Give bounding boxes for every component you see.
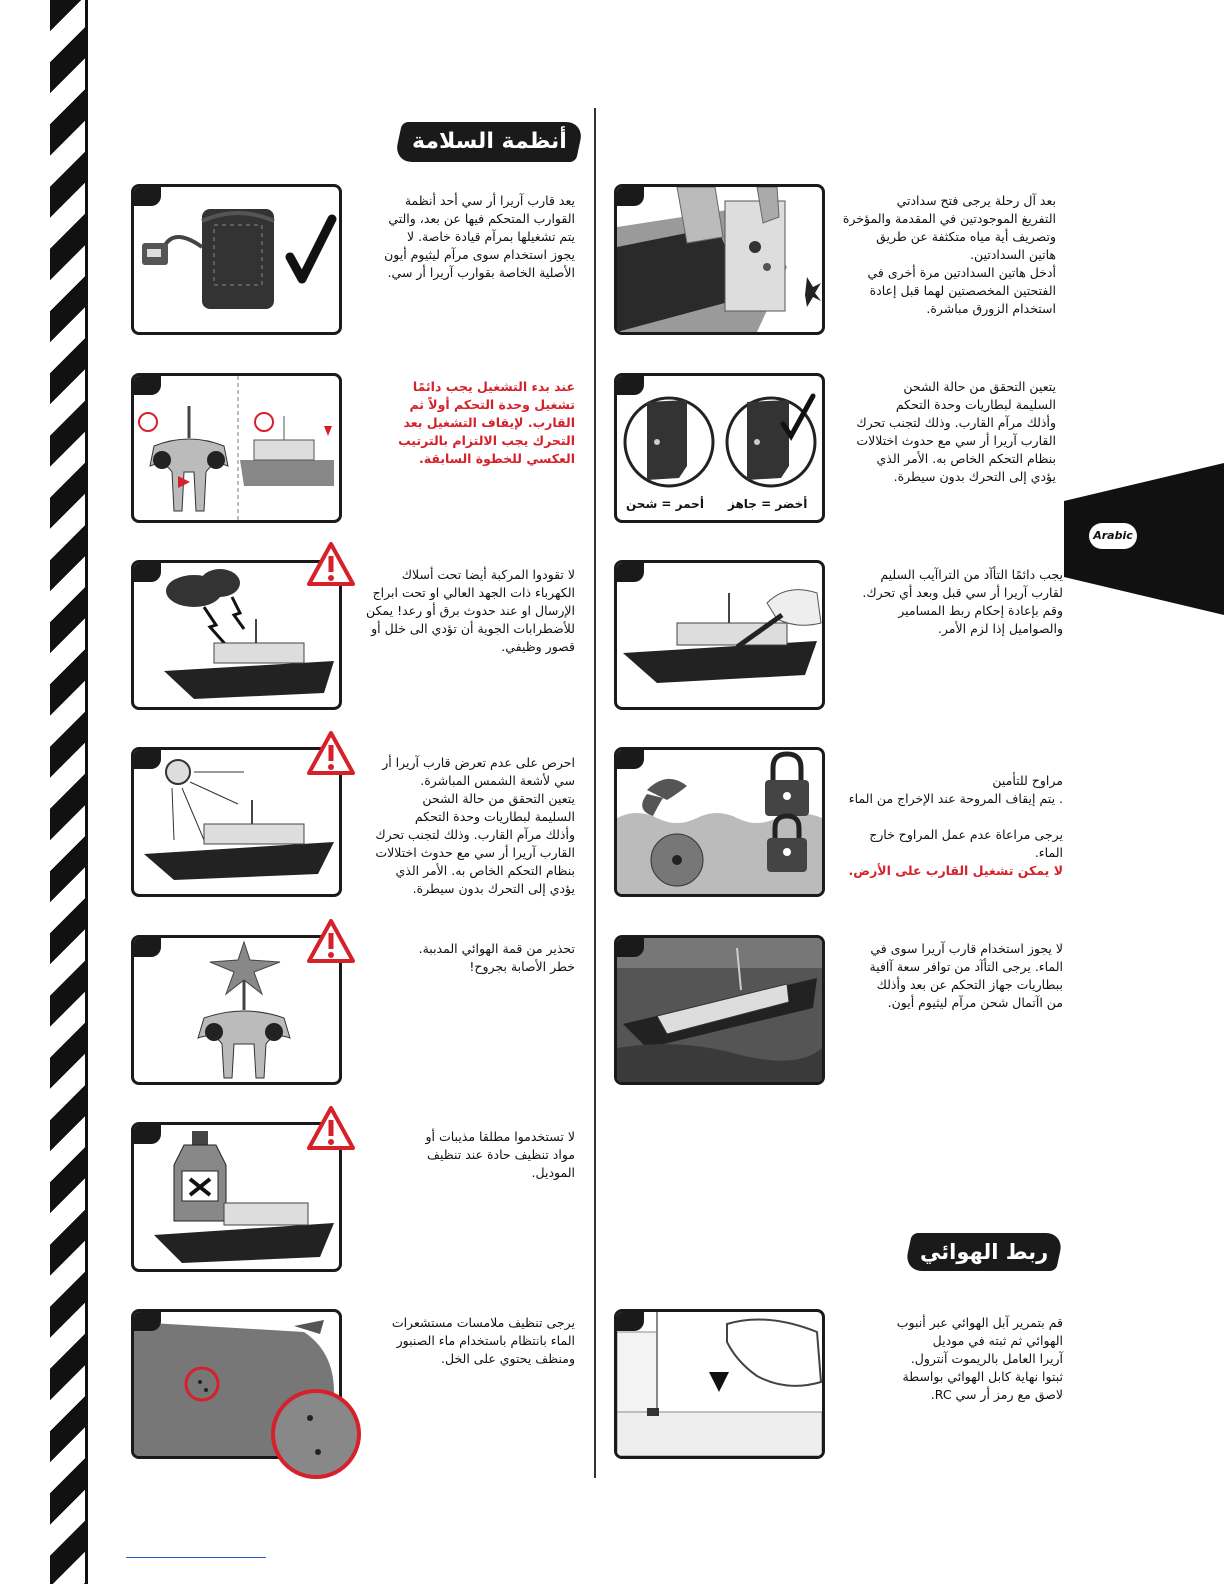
section-title-safety: أنظمة السلامة xyxy=(394,122,585,162)
column-divider xyxy=(594,108,596,1478)
instruction-sun: احرص على عدم تعرض قارب آريرا أر سي لأشعة الشمس المباشرة. يتعين التحقق من حالة الشحن السليمة لبطاريات وحدة التحكم وأذلك مرآم القارب. وذلك لتجنب تحرك القارب آريرا أر سي مع حدوث اختلالات بنظام التحكم الخاص به. الأمر الذي يؤدي إلى التحرك بدون سيطرة. xyxy=(375,755,575,896)
warning-triangle-icon xyxy=(306,541,356,587)
instruction-power-order: عند بدء التشغيل يجب دائمًا تشغيل وحدة التحكم أولاً ثم القارب. لإيقاف التشغيل بعد التحرك يجب الالتزام بالترتيب العكسي للخطوة السابقة. xyxy=(398,379,575,466)
instruction-battery: يعد قارب آريرا أر سي أحد أنظمة القوارب المتحكم فيها عن بعد، والتي يتم تشغيلها بمرآم قيادة خاصة. لا يجوز استخدام سوى مرآم ليثيوم أيون الأصلية الخاصة بقوارب آريرا أر سي. xyxy=(384,193,575,280)
led-caption-ready: أخضر = جاهز xyxy=(728,497,808,511)
led-caption-charging: أحمر = شحن xyxy=(626,497,704,511)
instruction-charge-check: يتعين التحقق من حالة الشحن السليمة لبطاريات وحدة التحكم وأذلك مرآم القارب. وذلك لتجنب تحرك القارب آريرا أر سي مع حدوث اختلالات بنظام التحكم الخاص به. الأمر الذي يؤدي إلى التحرك بدون سيطرة. xyxy=(856,379,1056,484)
sensor-zoom-circle xyxy=(270,1388,362,1480)
instruction-screw-check: يجب دائمًا التأآد من التراآيب السليم لقارب آريرا أر سي قبل وبعد أي تحرك. وقم بإعادة إحكام ربط المسامير والصواميل إذا لزم الأمر. xyxy=(862,567,1063,636)
instruction-water-sensors: يرجى تنظيف ملامسات مستشعرات الماء بانتظام باستخدام ماء الصنبور ومنظف يحتوي على الخل. xyxy=(391,1315,575,1366)
language-tab xyxy=(1064,463,1224,615)
instruction-antenna-attach: قم بتمرير آبل الهوائي عبر أنبوب الهوائي ثم ثبته في موديل آريرا العامل بالريموت آنترول. ثبتوا نهاية كابل الهوائي بواسطة لاصق مع رمز أر سي RC. xyxy=(896,1315,1063,1402)
figure-propeller-lock xyxy=(614,747,825,897)
figure-drain-plugs xyxy=(614,184,825,335)
figure-screw-check xyxy=(614,560,825,710)
instruction-no-solvents: لا تستخدموا مطلقا مذيبات أو مواد تنظيف حادة عند تنظيف الموديل. xyxy=(425,1129,575,1180)
language-label: Arabic xyxy=(1089,523,1137,549)
warning-triangle-icon xyxy=(306,730,356,776)
footer-link-line xyxy=(126,1557,266,1558)
warning-triangle-icon xyxy=(306,1105,356,1151)
instruction-antenna-tip: تحذير من قمة الهوائي المدببة. خطر الأصابة بجروح! xyxy=(418,941,575,974)
instruction-propeller-lock-text: مراوح للتأمين . يتم إيقاف المروحة عند الإخراج من الماء يرجى مراعاة عدم عمل المراوح خارج الماء. xyxy=(848,773,1063,860)
figure-power-on-order xyxy=(131,373,342,523)
instruction-drain-plugs: بعد آل رحلة يرجى فتح سدادتي التفريغ الموجودتين في المقدمة والمؤخرة وتصريف أية مياه متكثفة عن طريق هاتين السدادتين. أدخل هاتين السدادتين مرة أخرى في الفتحتين المخصصتين لهما قبل إعادة استخدام الزورق مباشرة. xyxy=(842,193,1056,316)
section-title-antenna: ربط الهوائي xyxy=(904,1233,1064,1271)
figure-battery-check xyxy=(131,184,342,335)
warning-triangle-icon xyxy=(306,918,356,964)
figure-antenna-attach xyxy=(614,1309,825,1459)
instruction-water-only: لا يجوز استخدام قارب آريرا سوى في الماء. يرجى التأآد من توافر سعة آافية ببطاريات جهاز التحكم عن بعد وأذلك من اآتمال شحن مرآم ليثيوم أيون. xyxy=(869,941,1063,1010)
no-land-operation-warning: لا يمكن تشغيل القارب على الأرض. xyxy=(848,863,1063,878)
instruction-storm: لا تقودوا المركبة أيضا تحت أسلاك الكهرباء ذات الجهد العالي او تحت ابراج الإرسال او عند حدوث برق أو رعد! يمكن للأضطرابات الجوية أن تؤدي الى خلل أو قصور وظيفي. xyxy=(366,567,575,654)
hazard-stripe-margin xyxy=(50,0,86,1584)
instruction-propeller-lock xyxy=(838,754,1063,898)
figure-boat-in-water xyxy=(614,935,825,1085)
